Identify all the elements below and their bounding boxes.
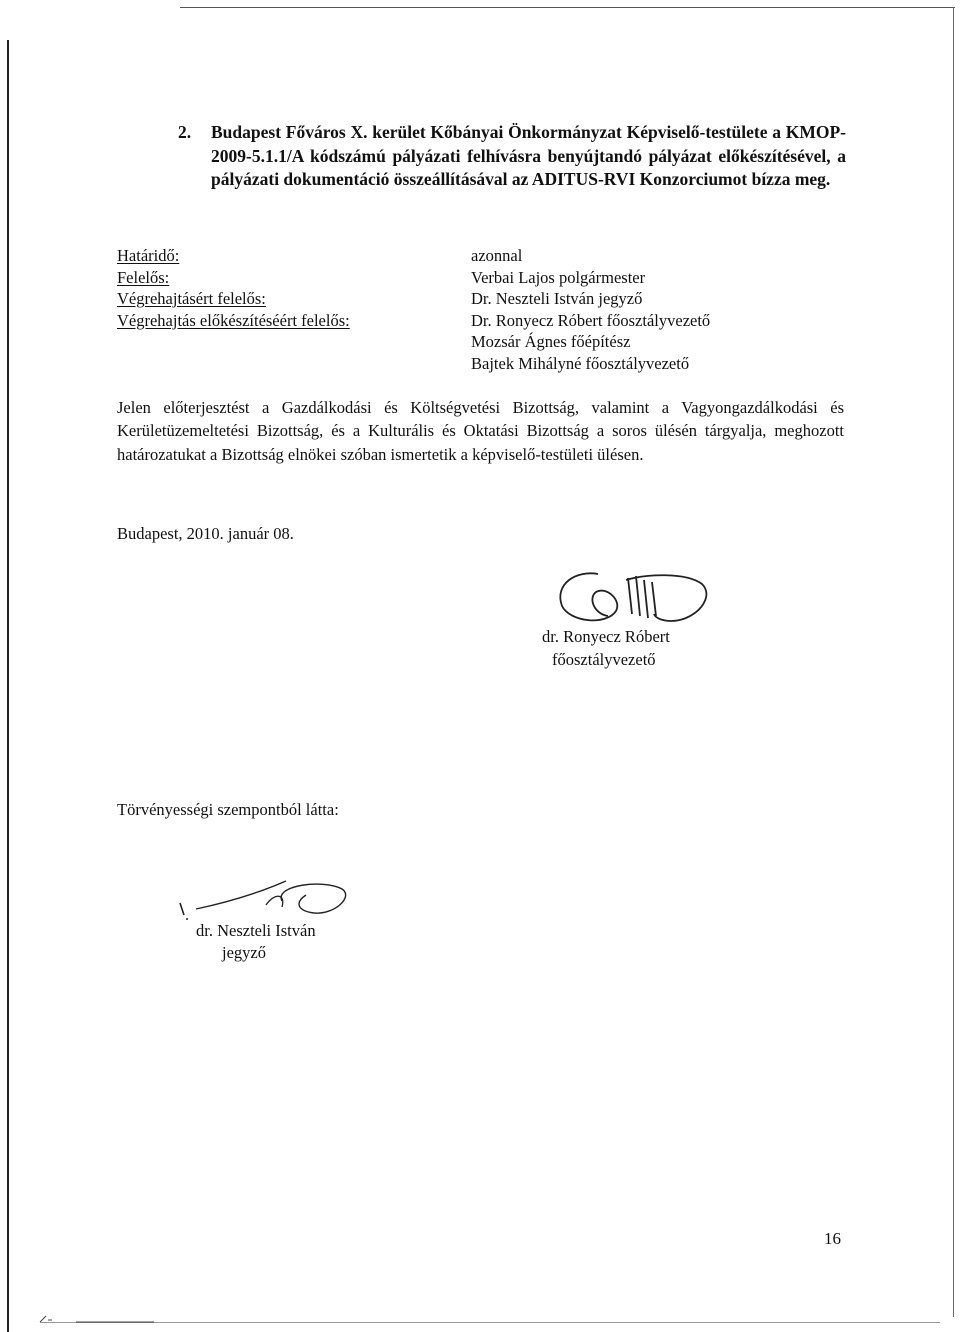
scan-edge-top (180, 7, 955, 8)
deadline-label: Határidő: (117, 246, 180, 265)
responsibility-values (471, 245, 710, 374)
resolution-number: 2. (178, 122, 192, 142)
deadline-value: azonnal (471, 246, 523, 265)
resolution-item (178, 121, 846, 192)
signature-ronyecz-image (536, 556, 716, 636)
signature-name-ronyecz: dr. Ronyecz Róbert (542, 627, 670, 646)
signature-name-neszteli: dr. Neszteli István (196, 921, 316, 940)
date-line: Budapest, 2010. január 08. (117, 524, 294, 543)
execution-responsible-label: Végrehajtásért felelős: (117, 289, 266, 308)
scan-artifact-mark (36, 1310, 156, 1326)
preparation-responsible-label: Végrehajtás előkészítéséért felelős: (117, 310, 350, 330)
responsible-label: Felelős: (117, 267, 170, 287)
preparation-responsible-value-2: Mozsár Ágnes főépítész (471, 332, 631, 351)
body-paragraph: Jelen előterjesztést a Gazdálkodási és Költségvetési Bizottság, valamint a Vagyongazdálkodási és Kerületüzemeltetési Bizottság, és a Kulturális és Oktatási Bizottság a soros ülésén tárgyalja, meghozott határozatukat a Bizottság elnökei szóban ismertetik a képviselő-testületi ülésen. (117, 398, 844, 464)
signature-title-ronyecz: főosztályvezető (552, 650, 656, 669)
page-number: 16 (824, 1229, 841, 1248)
preparation-responsible-value-1: Dr. Ronyecz Róbert főosztályvezető (471, 310, 711, 330)
resolution-text: Budapest Főváros X. kerület Kőbányai Önkormányzat Képviselő-testülete a KMOP-2009-5.1.1/A kódszámú pályázati felhívásra benyújtandó pályázat előkészítésével, a pályázati dokumentáció összeállításával az ADITUS-RVI Konzorciumot bízza meg. (211, 122, 846, 190)
responsible-value: Verbai Lajos polgármester (471, 267, 646, 287)
scan-edge-bottom (40, 1322, 940, 1323)
signature-title-neszteli: jegyző (222, 943, 266, 962)
responsibility-labels (117, 245, 350, 331)
legality-check-line: Törvényességi szempontból látta: (117, 800, 339, 819)
preparation-responsible-value-3: Bajtek Mihályné főosztályvezető (471, 353, 690, 373)
scan-edge-left (7, 40, 9, 1332)
execution-responsible-value: Dr. Neszteli István jegyző (471, 289, 643, 308)
scan-edge-right (953, 7, 954, 1317)
